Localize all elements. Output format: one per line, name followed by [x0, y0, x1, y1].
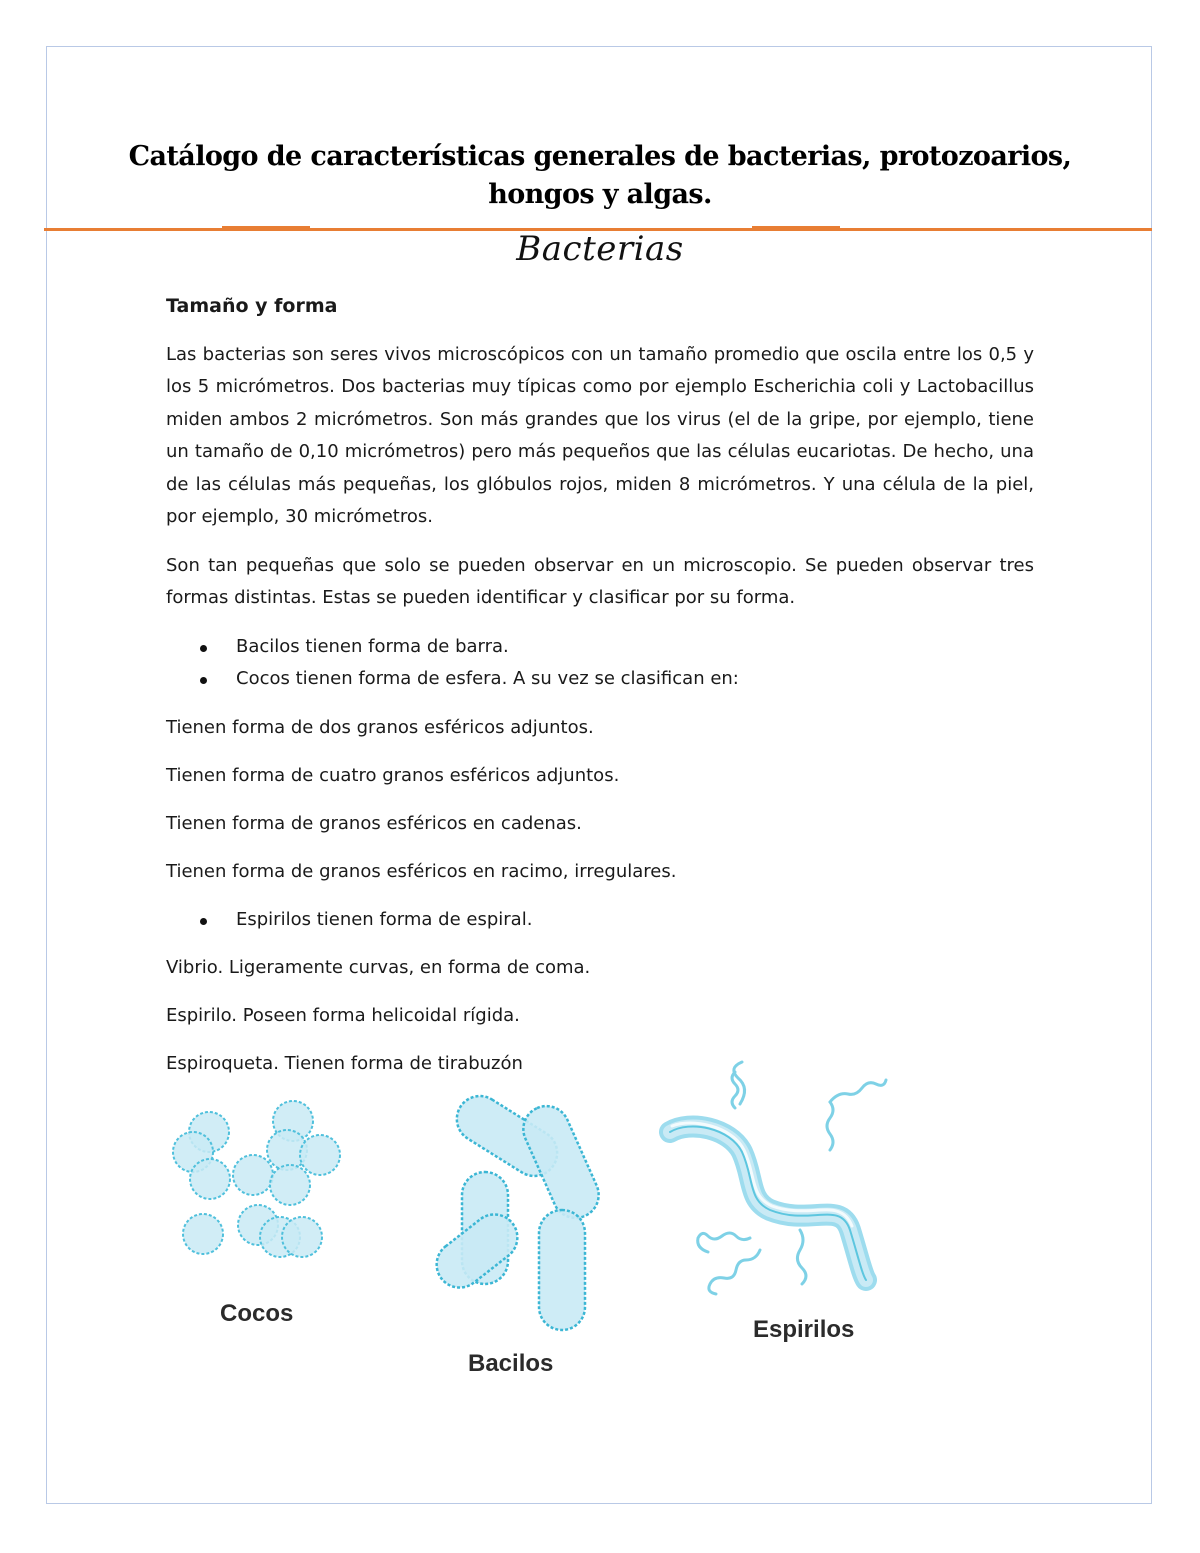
cocos-line: Tienen forma de dos granos esféricos adjuntos. [166, 716, 594, 738]
list-item-text: Espirilos tienen forma de espiral. [236, 908, 533, 930]
bacilos-illustration [427, 1087, 606, 1330]
cocos-illustration [173, 1101, 340, 1257]
list-item-text: Cocos tienen forma de esfera. A su vez se clasifican en: [236, 668, 739, 689]
subheading: Tamaño y forma [166, 295, 338, 317]
paragraph-shapes: Son tan pequeñas que solo se pueden observar en un microscopio. Se pueden observar tres formas distintas. Estas se pueden identificar y clasificar por su forma. [166, 554, 1034, 608]
espirilos-list [166, 904, 1034, 937]
espirilo-line: Vibrio. Ligeramente curvas, en forma de coma. [166, 957, 591, 978]
espirilos-illustration [670, 1062, 886, 1294]
list-item-text: Bacilos tienen forma de barra. [236, 635, 509, 657]
title-line-2: hongos y algas. [488, 179, 712, 210]
list-item [166, 631, 1034, 664]
paragraph-size: Las bacterias son seres vivos microscópicos con un tamaño promedio que oscila entre los 0,5 y los 5 micrómetros. Dos bacterias muy típicas como por ejemplo Escherichia coli y Lactobacillus miden ambos 2 micrómetros. Son más grandes que los virus (el de la gripe, por ejemplo, tiene un tamaño de 0,10 micrómetros) pero más pequeños que las células eucariotas. De hecho, una de las células más pequeñas, los glóbulos rojos, miden 8 micrómetros. Y una célula de la piel, por ejemplo, 30 micrómetros. [166, 343, 1034, 527]
bacteria-shapes-figure [150, 1060, 910, 1390]
list-item [166, 663, 1034, 696]
cocos-label: Cocos [220, 1300, 294, 1327]
espirilo-line: Espirilo. Poseen forma helicoidal rígida. [166, 1005, 520, 1026]
shapes-list [166, 631, 1034, 696]
document-title [120, 138, 1080, 214]
cocos-line: Tienen forma de granos esféricos en racimo, irregulares. [166, 860, 677, 882]
title-line-1: Catálogo de características generales de bacterias, protozoarios, [128, 141, 1072, 172]
bacilos-label: Bacilos [468, 1350, 554, 1377]
cocos-line: Tienen forma de granos esféricos en cadenas. [166, 812, 582, 834]
section-heading: Bacterias [516, 229, 684, 269]
espirilos-label: Espirilos [753, 1316, 855, 1343]
document-body [166, 290, 1034, 1096]
bullet-icon [200, 677, 207, 684]
espirilo-line: Espiroqueta. Tienen forma de tirabuzón [166, 1053, 523, 1074]
bullet-icon [200, 918, 207, 925]
list-item [166, 904, 1034, 937]
cocos-line: Tienen forma de cuatro granos esféricos adjuntos. [166, 764, 620, 786]
bullet-icon [200, 645, 207, 652]
